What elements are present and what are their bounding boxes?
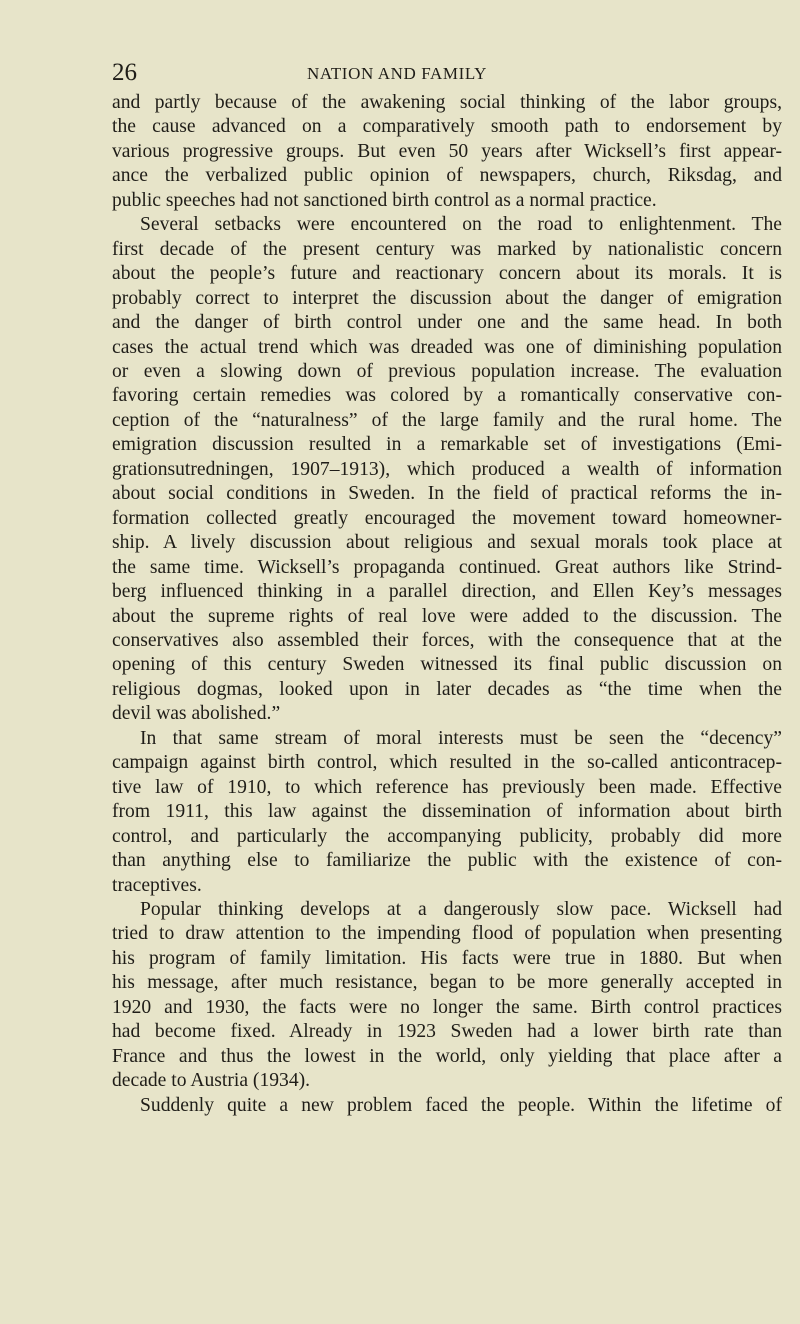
text-line: various progressive groups. But even 50 years after Wicksell’s first appear-: [112, 140, 782, 162]
page-header: [112, 58, 682, 88]
text-line: or even a slowing down of previous population increase. The evaluation: [112, 360, 782, 382]
text-line: emigration discussion resulted in a remarkable set of investigations (Emi-: [112, 434, 782, 456]
text-line: control, and particularly the accompanying publicity, probably did more: [112, 825, 782, 847]
text-line: favoring certain remedies was colored by a romantically conservative con-: [112, 385, 782, 407]
text-line: campaign against birth control, which resulted in the so-called anticontracep-: [112, 752, 782, 774]
text-line: grationsutredningen, 1907–1913), which produced a wealth of information: [112, 458, 782, 480]
page-number: 26: [112, 59, 137, 86]
text-line: ance the verbalized public opinion of newspapers, church, Riksdag, and: [112, 165, 782, 187]
text-line: devil was abolished.”: [112, 703, 281, 725]
text-line: his program of family limitation. His facts were true in 1880. But when: [112, 947, 782, 969]
text-line: formation collected greatly encouraged the movement toward homeowner-: [112, 507, 782, 529]
text-line: decade to Austria (1934).: [112, 1070, 311, 1092]
running-head: NATION AND FAMILY: [306, 64, 488, 83]
text-line: the same time. Wicksell’s propaganda continued. Great authors like Strind-: [112, 556, 782, 578]
text-line: probably correct to interpret the discussion about the danger of emigration: [112, 287, 782, 309]
text-line: than anything else to familiarize the public with the existence of con-: [112, 850, 782, 872]
paragraph-first-line: Suddenly quite a new problem faced the people. Within the lifetime of: [140, 1094, 782, 1116]
paragraph-first-line: Several setbacks were encountered on the road to enlightenment. The: [140, 214, 782, 236]
paragraph-first-line: and partly because of the awakening social thinking of the labor groups,: [112, 92, 782, 113]
text-line: and the danger of birth control under one and the same head. In both: [112, 312, 782, 334]
body-text: [112, 91, 782, 1118]
text-line: the cause advanced on a comparatively smooth path to endorsement by: [112, 116, 782, 138]
text-line: his message, after much resistance, began to be more generally accepted in: [112, 972, 782, 994]
text-line: about the supreme rights of real love were added to the discussion. The: [112, 605, 782, 627]
text-line: public speeches had not sanctioned birth control as a normal practice.: [112, 189, 657, 211]
text-line: about social conditions in Sweden. In the field of practical reforms the in-: [112, 483, 782, 505]
text-line: ship. A lively discussion about religious and sexual morals took place at: [112, 532, 782, 554]
paragraph-first-line: In that same stream of moral interests must be seen the “decency”: [140, 727, 782, 749]
text-line: opening of this century Sweden witnessed its final public discussion on: [112, 654, 782, 676]
text-line: from 1911, this law against the dissemination of information about birth: [112, 801, 782, 823]
text-line: tive law of 1910, to which reference has previously been made. Effective: [112, 776, 782, 798]
text-line: traceptives.: [112, 874, 202, 896]
text-line: conservatives also assembled their forces, with the consequence that at the: [112, 629, 782, 651]
text-line: France and thus the lowest in the world, only yielding that place after a: [112, 1045, 782, 1067]
text-line: berg influenced thinking in a parallel direction, and Ellen Key’s messages: [112, 581, 782, 603]
text-line: first decade of the present century was marked by nationalistic concern: [112, 238, 782, 260]
text-line: about the people’s future and reactionary concern about its morals. It is: [112, 263, 782, 285]
paragraph-first-line: Popular thinking develops at a dangerously slow pace. Wicksell had: [140, 898, 782, 920]
text-line: tried to draw attention to the impending flood of population when presenting: [112, 923, 782, 945]
text-line: cases the actual trend which was dreaded was one of diminishing population: [112, 336, 782, 358]
text-line: had become fixed. Already in 1923 Sweden had a lower birth rate than: [112, 1021, 782, 1043]
text-line: ception of the “naturalness” of the large family and the rural home. The: [112, 409, 782, 431]
text-line: 1920 and 1930, the facts were no longer the same. Birth control practices: [112, 996, 782, 1018]
text-line: religious dogmas, looked upon in later decades as “the time when the: [112, 678, 782, 700]
